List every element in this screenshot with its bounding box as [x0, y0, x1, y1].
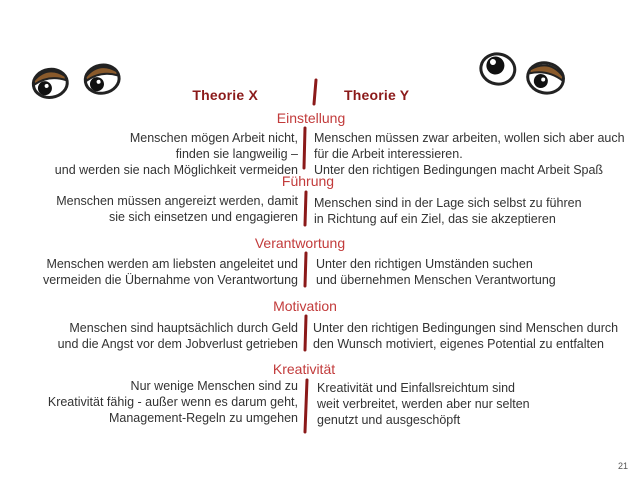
text-line: genutzt und ausgeschöpft: [317, 413, 461, 427]
theory-y-kreativitaet: [317, 380, 530, 428]
text-line: Menschen müssen angereizt werden, damit: [56, 194, 298, 208]
header-theory-y: Theorie Y: [344, 87, 410, 103]
text-line: Menschen sind in der Lage sich selbst zu führen: [314, 196, 582, 210]
text-line: Kreativität und Einfallsreichtum sind: [317, 381, 516, 395]
text-line: und die Angst vor dem Jobverlust getrieben: [57, 337, 298, 351]
category-kreativitaet: Kreativität: [272, 361, 336, 377]
text-line: und werden sie nach Möglichkeit vermeiden: [54, 163, 298, 177]
theory-y-fuehrung: [314, 195, 582, 227]
text-line: und übernehmen Menschen Verantwortung: [316, 273, 556, 287]
text-line: Unter den richtigen Bedingungen macht Arbeit Spaß: [314, 163, 604, 177]
text-line: vermeiden die Übernahme von Verantwortung: [42, 273, 298, 287]
theory-y-verantwortung: [316, 256, 556, 288]
text-line: finden sie langweilig –: [175, 147, 298, 161]
text-line: in Richtung auf ein Ziel, das sie akzeptieren: [314, 212, 556, 226]
theory-x-fuehrung: [56, 193, 298, 225]
text-line: Unter den richtigen Bedingungen sind Menschen durch: [313, 321, 619, 335]
text-line: Nur wenige Menschen sind zu: [130, 379, 298, 393]
category-fuehrung: Führung: [281, 173, 335, 189]
text-line: Menschen mögen Arbeit nicht,: [129, 131, 298, 145]
text-line: weit verbreitet, werden aber nur selten: [317, 397, 530, 411]
text-line: Unter den richtigen Umständen suchen: [316, 257, 533, 271]
theory-x-verantwortung: [43, 256, 298, 288]
text-line: Menschen sind hauptsächlich durch Geld: [69, 321, 298, 335]
category-einstellung: Einstellung: [276, 110, 346, 126]
theory-y-einstellung: [314, 130, 625, 178]
category-verantwortung: Verantwortung: [254, 235, 346, 251]
text-line: Menschen müssen zwar arbeiten, wollen sich aber auch: [314, 131, 625, 145]
text-line: für die Arbeit interessieren.: [314, 147, 463, 161]
theory-x-motivation: [58, 320, 298, 352]
theory-x-kreativitaet: [48, 378, 298, 426]
text-line: den Wunsch motiviert, eigenes Potential zu entfalten: [313, 337, 604, 351]
header-theory-x: Theorie X: [192, 87, 258, 103]
text-line: Menschen werden am liebsten angeleitet und: [46, 257, 298, 271]
text-line: Kreativität fähig - außer wenn es darum geht,: [47, 395, 298, 409]
page-number: 21: [617, 461, 628, 471]
theory-x-einstellung: [55, 130, 298, 178]
theory-y-motivation: [313, 320, 618, 352]
text-line: Management-Regeln zu umgehen: [108, 411, 298, 425]
category-motivation: Motivation: [273, 298, 337, 314]
text-line: sie sich einsetzen und engagieren: [108, 210, 298, 224]
